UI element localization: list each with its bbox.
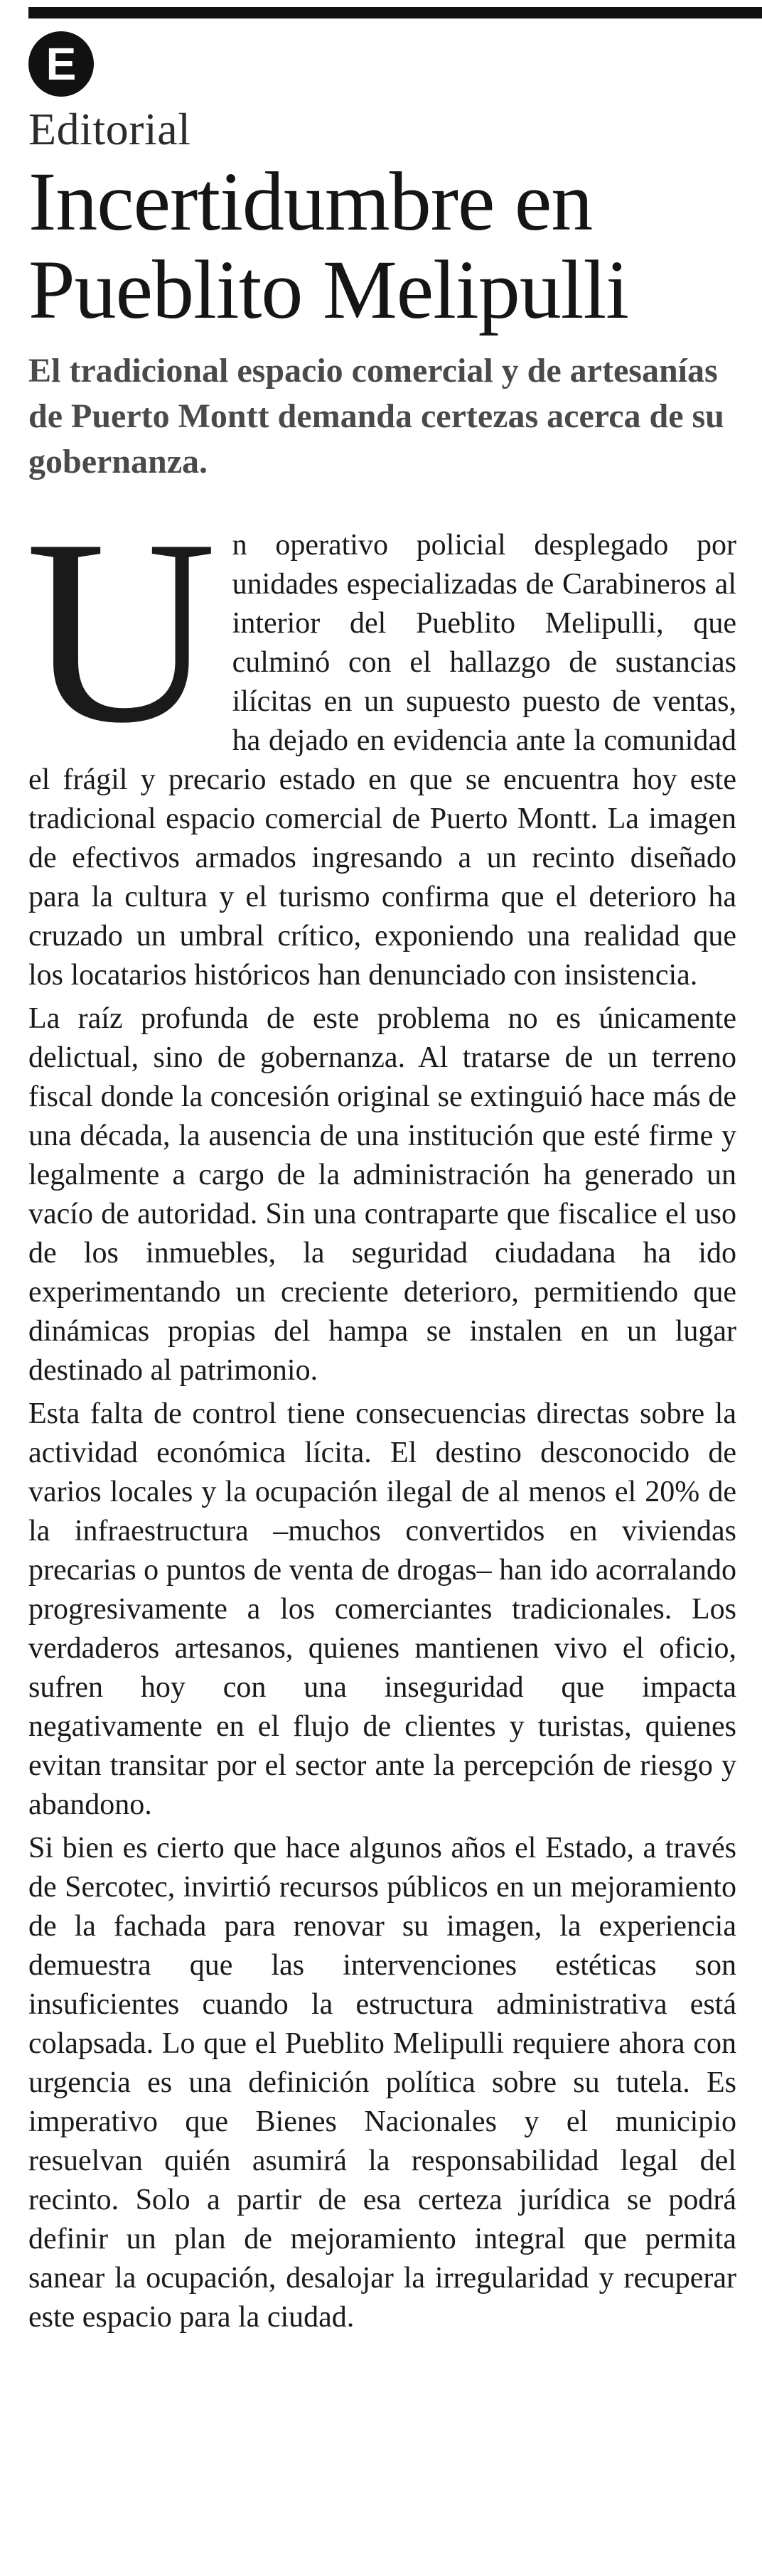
paragraph-1-text: n operativo policial desplegado por unidades especializadas de Carabineros al interior del Pueblito Melipulli, que culminó con el hallazgo de sustancias ilícitas en un supuesto puesto de ventas, ha dejado en evidencia ante la comunidad el frágil y precario estado en que se encuentra hoy este tradicional espacio comercial de Puerto Montt. La imagen de efectivos armados ingresando a un recinto diseñado para la cultura y el turismo confirma que el deterioro ha cruzado un umbral crítico, exponiendo una realidad que los locatarios históricos han denunciado con insistencia. — [28, 529, 736, 992]
paragraph-3: Esta falta de control tiene consecuencias directas sobre la actividad económica lícita. El destino desconocido de varios locales y la ocupación ilegal de al menos el 20% de la infraestructura –muchos convertidos en viviendas precarias o puntos de venta de drogas– han ido acorralando progresivamente a los comerciantes tradicionales. Los verdaderos artesanos, quienes mantienen vivo el oficio, sufren hoy con una inseguridad que impacta negativamente en el flujo de clientes y turistas, quienes evitan transitar por el sector ante la percepción de riesgo y abandono. — [28, 1397, 736, 1821]
section-badge: E — [28, 31, 94, 97]
headline: Incertidumbre en Pueblito Melipulli — [28, 155, 629, 336]
article-body — [26, 485, 736, 2341]
top-rule — [28, 7, 762, 18]
section-label: Editorial — [28, 104, 191, 154]
lede: El tradicional espacio comercial y de artesanías de Puerto Montt demanda certezas acerca de su gobernanza. — [28, 352, 724, 481]
paragraph-4: Si bien es cierto que hace algunos años el Estado, a través de Sercotec, invirtió recursos públicos en un mejoramiento de la fachada para renovar su imagen, la experiencia demuestra que las intervenciones estéticas son insuficientes cuando la estructura administrativa está colapsada. Lo que el Pueblito Melipulli requiere ahora con urgencia es una definición política sobre su tutela. Es imperativo que Bienes Nacionales y el municipio resuelvan quién asumirá la responsabilidad legal del recinto. Solo a partir de esa certeza jurídica se podrá definir un plan de mejoramiento integral que permita sanear la ocupación, desalojar la irregularidad y recuperar este espacio para la ciudad. — [28, 1832, 736, 2334]
paragraph-1 — [26, 485, 736, 995]
drop-cap: U — [26, 485, 217, 778]
paragraph-2: La raíz profunda de este problema no es únicamente delictual, sino de gobernanza. Al tratarse de un terreno fiscal donde la concesión original se extinguió hace más de una década, la ausencia de una institución que esté firme y legalmente a cargo de la administración ha generado un vacío de autoridad. Sin una contraparte que fiscalice el uso de los inmuebles, la seguridad ciudadana ha ido experimentando un creciente deterioro, permitiendo que dinámicas propias del hampa se instalen en un lugar destinado al patrimonio. — [28, 1002, 736, 1387]
